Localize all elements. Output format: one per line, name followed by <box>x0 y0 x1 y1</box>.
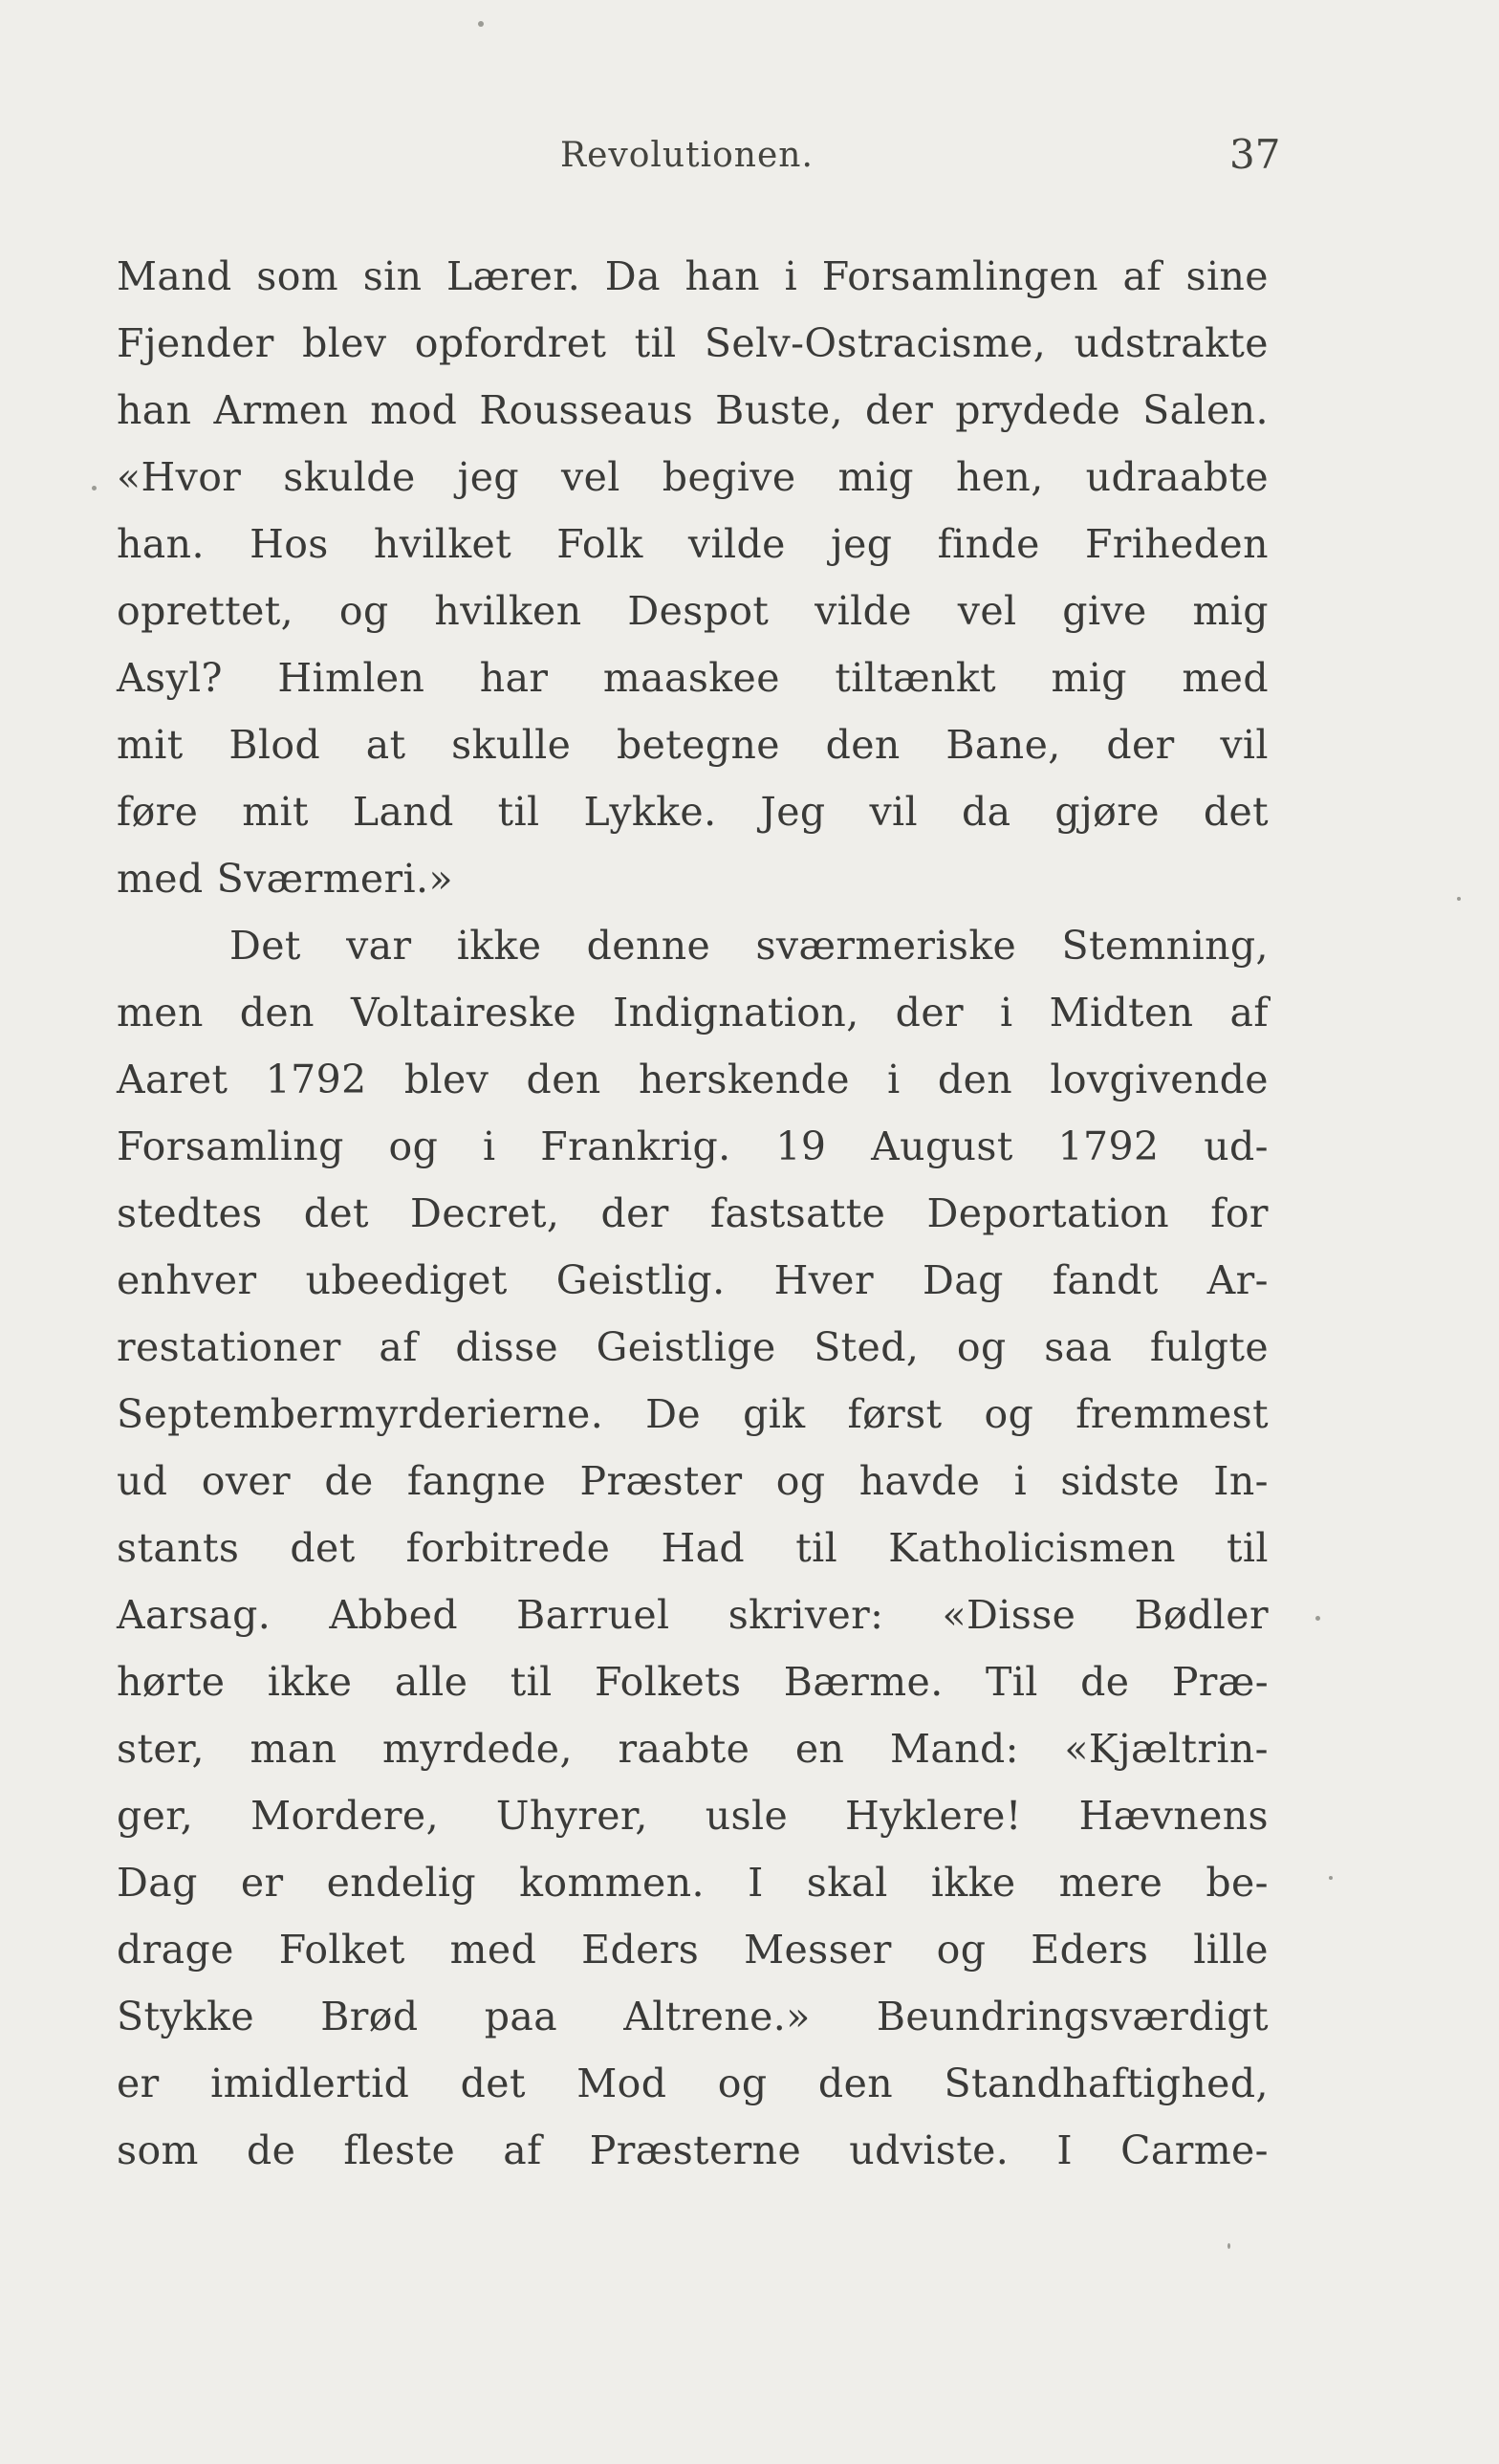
word: Abbed <box>329 1592 458 1638</box>
word: af <box>1122 253 1162 299</box>
word: blev <box>302 320 387 366</box>
word: af <box>379 1324 418 1370</box>
word: mig <box>1192 588 1269 634</box>
paper-speck <box>1457 897 1461 901</box>
word: In- <box>1213 1458 1269 1504</box>
word: Præsterne <box>589 2127 802 2173</box>
word: restationer <box>117 1324 341 1370</box>
word: De <box>645 1391 702 1437</box>
text-line <box>117 310 1269 377</box>
word: den <box>239 990 315 1036</box>
text-line <box>117 1180 1269 1247</box>
word: ud <box>117 1458 168 1504</box>
word: de <box>324 1458 374 1504</box>
word: Lykke. <box>583 789 717 835</box>
word: med <box>1182 655 1269 701</box>
word: Forsamling <box>117 1123 344 1169</box>
word: Folket <box>278 1927 405 1973</box>
word: han <box>684 253 760 299</box>
text-line <box>117 1314 1269 1381</box>
word: opfordret <box>414 320 607 366</box>
word: af <box>503 2127 542 2173</box>
text-line <box>117 1046 1269 1113</box>
word: til <box>1227 1525 1269 1571</box>
word: be- <box>1206 1860 1269 1906</box>
word: Aarsag. <box>117 1592 272 1638</box>
word: skulle <box>451 722 572 768</box>
word: det <box>290 1525 356 1571</box>
word: Mand: <box>889 1726 1019 1772</box>
word: den <box>937 1057 1013 1102</box>
text-line <box>117 1849 1269 1916</box>
word: blev <box>403 1057 489 1102</box>
word: Rousseaus <box>479 387 694 433</box>
word: saa <box>1044 1324 1113 1370</box>
word: Bærme. <box>783 1659 944 1705</box>
word: er <box>117 2061 160 2106</box>
word: betegne <box>617 722 780 768</box>
word: Fjender <box>117 320 274 366</box>
word: Barruel <box>516 1592 670 1638</box>
word: Ar- <box>1206 1257 1269 1303</box>
word: fleste <box>343 2127 456 2173</box>
word: Hævnens <box>1078 1793 1269 1839</box>
word: disse <box>455 1324 559 1370</box>
word: føre <box>117 789 199 835</box>
word: fremmest <box>1075 1391 1269 1437</box>
word: Had <box>661 1525 746 1571</box>
word: til <box>510 1659 553 1705</box>
word: Eders <box>1031 1927 1149 1973</box>
word: sine <box>1185 253 1269 299</box>
text-line <box>117 1648 1269 1715</box>
word: udviste. <box>849 2127 1010 2173</box>
word: udraabte <box>1085 454 1269 500</box>
word: gjøre <box>1054 789 1160 835</box>
word: denne <box>586 923 711 969</box>
word: og <box>775 1458 826 1504</box>
word: vil <box>1220 722 1269 768</box>
word: ikke <box>456 923 542 969</box>
word: Eders <box>581 1927 700 1973</box>
word: Buste, <box>715 387 843 433</box>
word: forbitrede <box>405 1525 611 1571</box>
word: Lærer. <box>446 253 581 299</box>
text-line <box>117 1247 1269 1314</box>
text-line <box>117 1581 1269 1648</box>
word: jeg <box>457 454 520 500</box>
paper-speck <box>478 21 484 27</box>
word: Blod <box>228 722 321 768</box>
word: skal <box>806 1860 888 1906</box>
word: prydede <box>955 387 1121 433</box>
word: ster, <box>117 1726 205 1772</box>
word: hen, <box>955 454 1044 500</box>
word: og <box>338 588 389 634</box>
word: den <box>526 1057 601 1102</box>
word: og <box>984 1391 1034 1437</box>
text-line <box>117 778 1269 845</box>
word: det <box>460 2061 526 2106</box>
word: ikke <box>930 1860 1016 1906</box>
word: begive <box>662 454 796 500</box>
word: var <box>346 923 412 969</box>
word: da <box>961 789 1011 835</box>
word: Dag <box>923 1257 1004 1303</box>
word: Bane, <box>945 722 1061 768</box>
word: Despot <box>627 588 770 634</box>
word: Hver <box>773 1257 874 1303</box>
word: ubeediget <box>305 1257 508 1303</box>
text-line <box>117 1515 1269 1581</box>
word: Standhaftighed, <box>944 2061 1269 2106</box>
word: gik <box>743 1391 806 1437</box>
word: Land <box>352 789 454 835</box>
word: Asyl? <box>117 655 223 701</box>
word: der <box>1106 722 1175 768</box>
word: han <box>117 387 192 433</box>
text-line <box>117 1381 1269 1448</box>
text-line <box>117 1916 1269 1983</box>
word: Beundringsværdigt <box>876 1994 1269 2039</box>
word: fulgte <box>1149 1324 1269 1370</box>
word: Friheden <box>1084 521 1269 567</box>
word: paa <box>484 1994 558 2039</box>
text-line <box>117 644 1269 711</box>
word: alle <box>394 1659 468 1705</box>
word: mit <box>242 789 309 835</box>
word: stedtes <box>117 1190 263 1236</box>
word: 19 <box>775 1123 827 1169</box>
word: og <box>956 1324 1007 1370</box>
word: der <box>600 1190 669 1236</box>
word: hørte <box>117 1659 226 1705</box>
word: først <box>847 1391 943 1437</box>
word: myrdede, <box>381 1726 573 1772</box>
text-line <box>117 912 1269 979</box>
word: usle <box>705 1793 789 1839</box>
text-line <box>117 711 1269 778</box>
word: mig <box>1051 655 1127 701</box>
word: der <box>895 990 964 1036</box>
word: og <box>717 2061 768 2106</box>
text-line <box>117 444 1269 511</box>
word: mig <box>837 454 914 500</box>
word: Sværmeri.» <box>216 856 453 902</box>
word: skriver: <box>728 1592 884 1638</box>
word: Indignation, <box>613 990 859 1036</box>
word: 1792 <box>1057 1123 1160 1169</box>
word: Stemning, <box>1061 923 1269 969</box>
word: mod <box>370 387 458 433</box>
word: sidste <box>1060 1458 1180 1504</box>
word: med <box>449 1927 537 1973</box>
word: drage <box>117 1927 234 1973</box>
text-line <box>117 1782 1269 1849</box>
word: har <box>479 655 549 701</box>
word: hvilket <box>373 521 512 567</box>
word: i <box>1013 1458 1028 1504</box>
word: udstrakte <box>1074 320 1269 366</box>
word: sin <box>362 253 423 299</box>
word: Frankrig. <box>540 1123 731 1169</box>
word: de <box>1080 1659 1130 1705</box>
word: Til <box>986 1659 1038 1705</box>
word: Brød <box>320 1994 419 2039</box>
word: I <box>748 1860 764 1906</box>
text-line <box>117 1448 1269 1515</box>
word: 1792 <box>265 1057 367 1102</box>
word: vilde <box>815 588 912 634</box>
word: hvilken <box>434 588 582 634</box>
word: «Disse <box>942 1592 1076 1638</box>
word: og <box>388 1123 439 1169</box>
word: Aaret <box>117 1057 228 1102</box>
word: raabte <box>618 1726 750 1772</box>
text-line <box>117 2050 1269 2117</box>
word: det <box>303 1190 369 1236</box>
text-line <box>117 377 1269 444</box>
word: Folkets <box>595 1659 742 1705</box>
word: Carme- <box>1120 2127 1269 2173</box>
page-number: 37 <box>1229 131 1281 178</box>
word: til <box>795 1525 838 1571</box>
word: endelig <box>326 1860 477 1906</box>
word: Dag <box>117 1860 198 1906</box>
word: over <box>201 1458 292 1504</box>
word: som <box>256 253 339 299</box>
word: de <box>246 2127 296 2173</box>
word: af <box>1229 990 1269 1036</box>
word: Midten <box>1049 990 1194 1036</box>
word: oprettet, <box>117 588 294 634</box>
word: herskende <box>638 1057 850 1102</box>
word: lille <box>1193 1927 1269 1973</box>
word: fastsatte <box>709 1190 886 1236</box>
word: med <box>117 856 204 902</box>
word: Salen. <box>1142 387 1269 433</box>
word: Da <box>604 253 661 299</box>
word: Decret, <box>410 1190 560 1236</box>
word: Præster <box>579 1458 743 1504</box>
word: Voltaireske <box>350 990 577 1036</box>
text-line <box>117 511 1269 578</box>
text-line <box>117 845 1269 912</box>
word: stants <box>117 1525 240 1571</box>
word: Katholicismen <box>888 1525 1176 1571</box>
running-head <box>0 132 1499 189</box>
word: fandt <box>1052 1257 1159 1303</box>
word: kommen. <box>519 1860 705 1906</box>
word: Præ- <box>1171 1659 1269 1705</box>
word: Geistlig. <box>555 1257 726 1303</box>
word: mere <box>1058 1860 1163 1906</box>
word: Himlen <box>277 655 425 701</box>
word: finde <box>937 521 1040 567</box>
word: vel <box>561 454 620 500</box>
word: Sted, <box>814 1324 920 1370</box>
word: Hyklere! <box>845 1793 1022 1839</box>
word: havde <box>858 1458 981 1504</box>
word: han. <box>117 521 205 567</box>
word: I <box>1056 2127 1073 2173</box>
word: Hos <box>250 521 329 567</box>
word: Mod <box>576 2061 667 2106</box>
word: det <box>1203 789 1269 835</box>
word: Jeg <box>760 789 826 835</box>
word: ud- <box>1204 1123 1269 1169</box>
word: Deportation <box>926 1190 1170 1236</box>
word: skulde <box>283 454 416 500</box>
word: August <box>871 1123 1013 1169</box>
word: ikke <box>267 1659 353 1705</box>
text-line <box>117 243 1269 310</box>
word: tiltænkt <box>835 655 997 701</box>
word: i <box>784 253 798 299</box>
paper-speck <box>1315 1616 1320 1621</box>
word: jeg <box>830 521 893 567</box>
paper-speck <box>1227 2243 1230 2249</box>
word: Stykke <box>117 1994 255 2039</box>
word: man <box>250 1726 337 1772</box>
text-line <box>117 2117 1269 2184</box>
word: give <box>1062 588 1147 634</box>
word: fangne <box>406 1458 547 1504</box>
word: i <box>483 1123 496 1169</box>
word: «Kjæltrin- <box>1064 1726 1269 1772</box>
word: Bødler <box>1134 1592 1269 1638</box>
word: i <box>887 1057 901 1102</box>
word: sværmeriske <box>755 923 1017 969</box>
word: lovgivende <box>1050 1057 1269 1102</box>
text-line <box>117 1715 1269 1782</box>
word: Septembermyrderierne. <box>117 1391 604 1437</box>
word: Det <box>229 923 301 969</box>
word: vel <box>957 588 1017 634</box>
word: Geistlige <box>596 1324 776 1370</box>
body-text <box>117 243 1269 2184</box>
word: for <box>1210 1190 1269 1236</box>
paper-speck <box>1329 1876 1333 1880</box>
word: den <box>825 722 901 768</box>
word: «Hvor <box>117 454 242 500</box>
word: maaskee <box>602 655 780 701</box>
word: mit <box>117 722 184 768</box>
word: Mand <box>117 253 232 299</box>
word: til <box>497 789 540 835</box>
text-line <box>117 578 1269 644</box>
word: en <box>794 1726 845 1772</box>
word: den <box>817 2061 894 2106</box>
word: til <box>634 320 677 366</box>
word: Forsamlingen <box>821 253 1098 299</box>
word: vil <box>869 789 919 835</box>
word: enhver <box>117 1257 257 1303</box>
word: er <box>240 1860 284 1906</box>
word: vilde <box>687 521 786 567</box>
word: Altrene.» <box>623 1994 811 2039</box>
text-line <box>117 979 1269 1046</box>
word: og <box>936 1927 987 1973</box>
paper-speck <box>92 486 97 491</box>
text-line <box>117 1983 1269 2050</box>
word: Mordere, <box>250 1793 440 1839</box>
word: Selv-Ostracisme, <box>704 320 1047 366</box>
word: at <box>365 722 406 768</box>
word: som <box>117 2127 199 2173</box>
word: Uhyrer, <box>495 1793 648 1839</box>
text-line <box>117 1113 1269 1180</box>
word: Folk <box>556 521 643 567</box>
word: men <box>117 990 204 1036</box>
word: i <box>1000 990 1013 1036</box>
word: Messer <box>744 1927 892 1973</box>
word: der <box>864 387 934 433</box>
running-head-title: Revolutionen. <box>560 136 814 175</box>
word: Armen <box>213 387 349 433</box>
word: imidlertid <box>210 2061 410 2106</box>
word: ger, <box>117 1793 194 1839</box>
